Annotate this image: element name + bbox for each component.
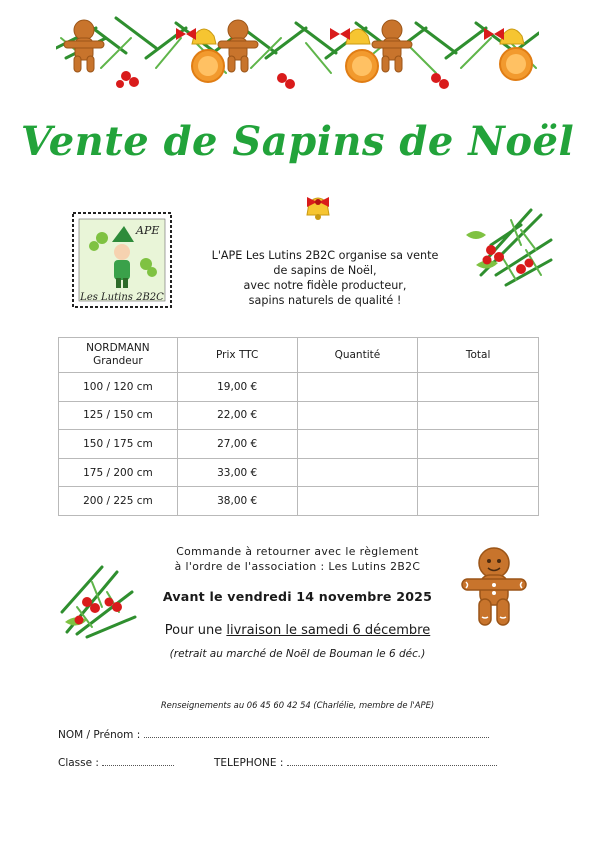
cell-quantity[interactable] (297, 373, 418, 402)
christmas-garland-image (56, 8, 539, 103)
cell-total[interactable] (418, 487, 539, 516)
table-header-row (59, 338, 539, 373)
cell-price: 27,00 € (177, 430, 297, 459)
phone-label: TELEPHONE : (214, 757, 284, 769)
cell-total[interactable] (418, 401, 539, 430)
name-field[interactable] (58, 729, 489, 741)
price-table (58, 337, 539, 516)
name-input-line[interactable] (144, 729, 489, 738)
cell-price: 22,00 € (177, 401, 297, 430)
name-label: NOM / Prénom : (58, 729, 141, 741)
delivery-prefix: Pour une (164, 623, 227, 638)
header-price: Prix TTC (177, 338, 297, 373)
header-total: Total (418, 338, 539, 373)
cell-size: 200 / 225 cm (59, 487, 178, 516)
cell-size: 100 / 120 cm (59, 373, 178, 402)
phone-input-line[interactable] (287, 757, 497, 766)
cell-total[interactable] (418, 373, 539, 402)
ape-logo-stamp (72, 212, 172, 308)
page-title: Vente de Sapins de Noël (20, 118, 575, 165)
order-line-1: Commande à retourner avec le règlement (176, 545, 419, 558)
header-size (59, 338, 178, 373)
holly-decoration-image (57, 562, 139, 642)
holly-decoration-image (461, 205, 556, 297)
table-row (59, 401, 539, 430)
cell-quantity[interactable] (297, 458, 418, 487)
phone-field[interactable] (214, 757, 497, 769)
cell-total[interactable] (418, 458, 539, 487)
cell-quantity[interactable] (297, 430, 418, 459)
pickup-note: (retrait au marché de Noël de Bouman le 6 déc.) (169, 648, 426, 660)
gingerbread-man-image (458, 545, 530, 629)
order-line-2: à l'ordre de l'association : Les Lutins 2B2C (174, 560, 421, 573)
logo-text-bottom: Les Lutins 2B2C (80, 292, 164, 303)
cell-size: 175 / 200 cm (59, 458, 178, 487)
order-deadline: Avant le vendredi 14 novembre 2025 (162, 589, 433, 604)
header-size-line2: Grandeur (93, 355, 143, 367)
intro-line: avec notre fidèle producteur, (243, 279, 407, 292)
intro-line: L'APE Les Lutins 2B2C organise sa vente (211, 249, 439, 262)
cell-price: 19,00 € (177, 373, 297, 402)
cell-size: 150 / 175 cm (59, 430, 178, 459)
intro-line: de sapins de Noël, (273, 264, 377, 277)
class-field[interactable] (58, 757, 174, 769)
table-row (59, 373, 539, 402)
delivery-date: livraison le samedi 6 décembre (226, 623, 431, 638)
cell-quantity[interactable] (297, 401, 418, 430)
table-row (59, 458, 539, 487)
cell-quantity[interactable] (297, 487, 418, 516)
table-row (59, 430, 539, 459)
cell-price: 38,00 € (177, 487, 297, 516)
cell-price: 33,00 € (177, 458, 297, 487)
class-input-line[interactable] (102, 757, 174, 766)
table-row (59, 487, 539, 516)
cell-total[interactable] (418, 430, 539, 459)
intro-text (195, 248, 455, 308)
header-quantity: Quantité (297, 338, 418, 373)
class-label: Classe : (58, 757, 99, 769)
header-size-line1: NORDMANN (86, 342, 150, 354)
bell-icon (301, 193, 335, 225)
logo-text-top: APE (136, 224, 160, 237)
contact-info: Renseignements au 06 45 60 42 54 (Charlélie, membre de l'APE) (160, 700, 435, 710)
intro-line: sapins naturels de qualité ! (248, 294, 402, 307)
cell-size: 125 / 150 cm (59, 401, 178, 430)
order-instructions (160, 544, 435, 574)
